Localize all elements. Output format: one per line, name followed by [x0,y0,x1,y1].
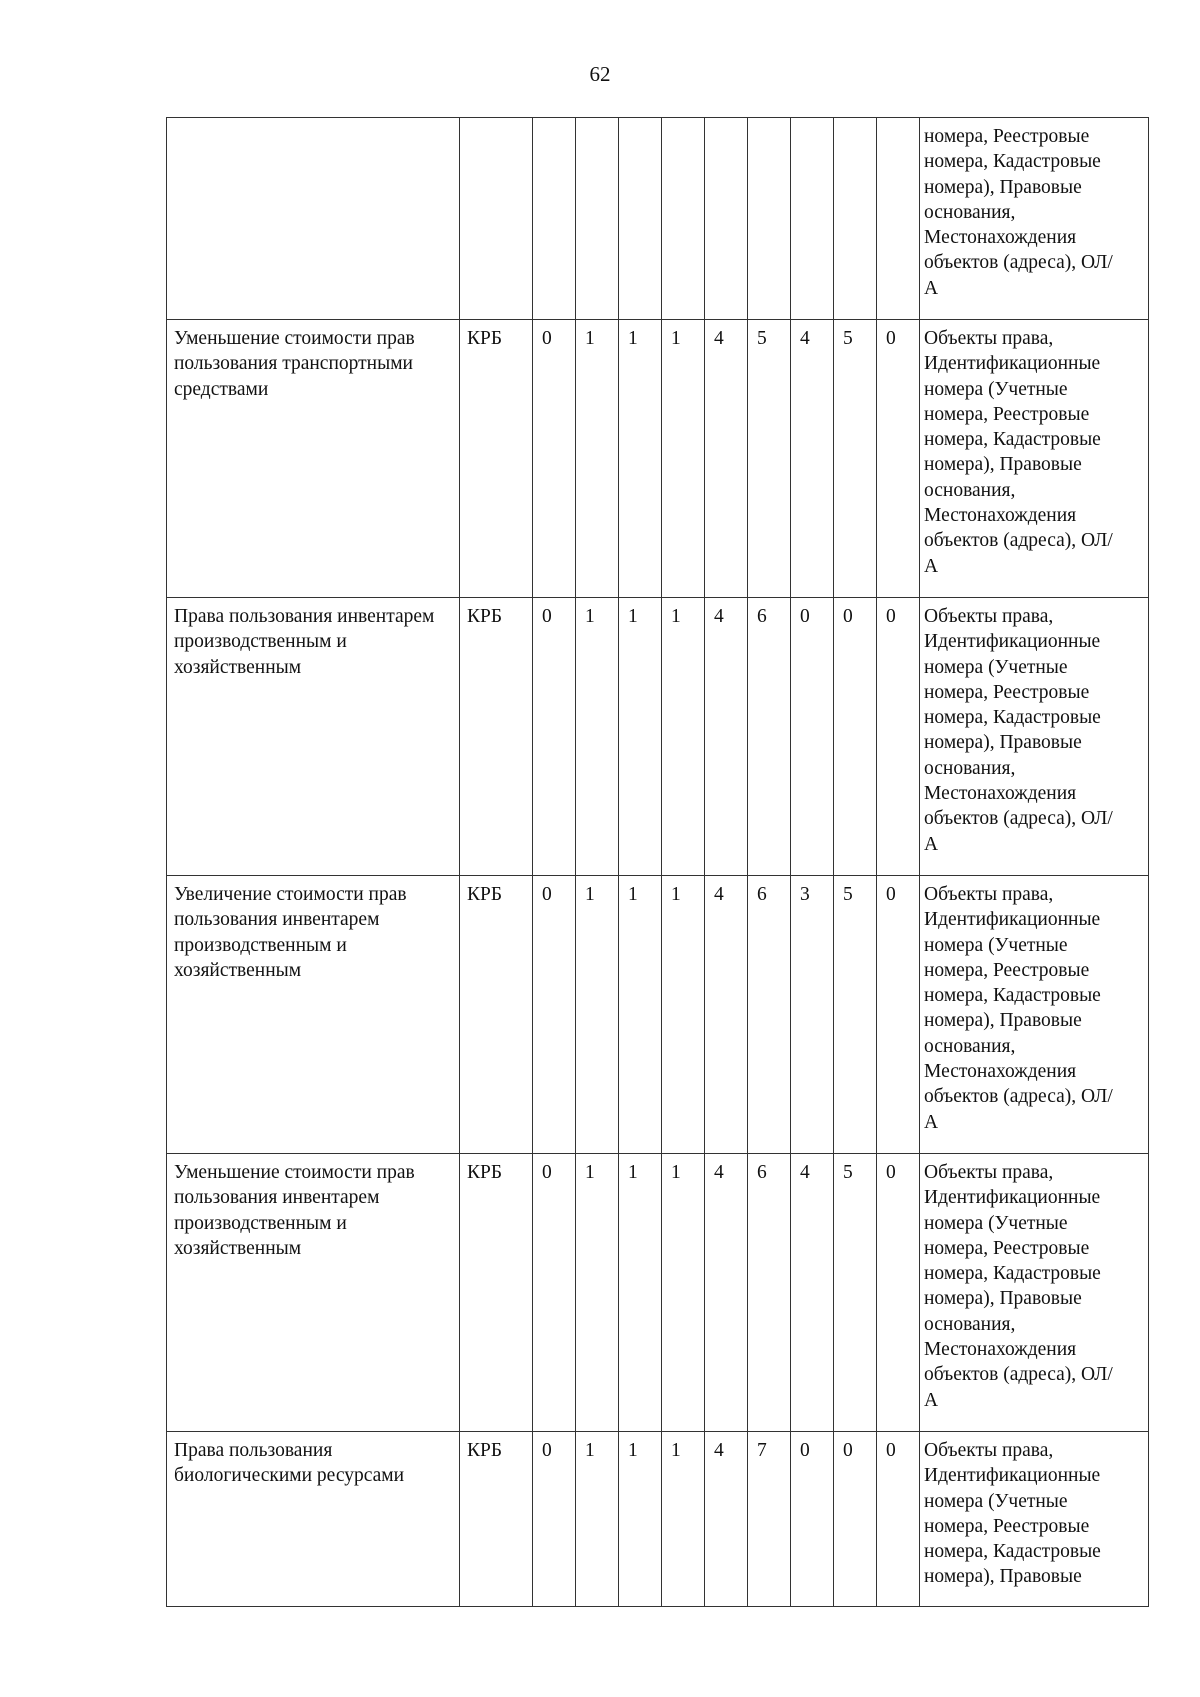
code-digit-cell: 1 [662,598,705,876]
code-digit-cell: 1 [576,1154,619,1432]
page-number: 62 [589,62,611,86]
code-digit-cell: 0 [533,1432,576,1607]
code-digit-cell: 6 [748,1154,791,1432]
item-name-cell: Уменьшение стоимости прав пользования инвентарем производственным и хозяйственным [167,1154,460,1432]
attributes-cell: Объекты права, Идентификационные номера (Учетные номера, Реестровые номера, Кадастровые номера), Правовые основания, Местонахождения объектов (адреса), ОЛ/ А [920,876,1149,1154]
code-digit-cell [834,118,877,320]
code-digit-cell: 0 [791,598,834,876]
budget-code-cell: КРБ [460,598,533,876]
code-digit-cell: 0 [877,876,920,1154]
code-digit-cell: 1 [619,1432,662,1607]
code-digit-cell: 0 [834,1432,877,1607]
code-digit-cell: 1 [619,320,662,598]
code-digit-cell: 1 [619,876,662,1154]
code-digit-cell: 4 [705,320,748,598]
code-digit-cell: 0 [877,320,920,598]
code-digit-cell [748,118,791,320]
code-digit-cell [662,118,705,320]
budget-code-cell: КРБ [460,1432,533,1607]
budget-code-cell: КРБ [460,320,533,598]
code-digit-cell [533,118,576,320]
code-digit-cell: 4 [705,598,748,876]
code-digit-cell: 3 [791,876,834,1154]
code-digit-cell: 1 [662,1154,705,1432]
code-digit-cell: 5 [834,320,877,598]
attributes-cell: Объекты права, Идентификационные номера (Учетные номера, Реестровые номера, Кадастровые номера), Правовые [920,1432,1149,1607]
code-digit-cell: 5 [834,876,877,1154]
code-digit-cell: 1 [619,598,662,876]
table-row [167,876,1149,1154]
table-row [167,118,1149,320]
budget-code-cell: КРБ [460,1154,533,1432]
code-digit-cell: 1 [662,1432,705,1607]
item-name-cell: Уменьшение стоимости прав пользования транспортными средствами [167,320,460,598]
code-digit-cell: 0 [877,598,920,876]
code-digit-cell: 1 [662,320,705,598]
code-digit-cell [791,118,834,320]
item-name-cell [167,118,460,320]
code-digit-cell: 1 [576,876,619,1154]
code-digit-cell: 0 [791,1432,834,1607]
table-row [167,598,1149,876]
code-digit-cell: 4 [791,1154,834,1432]
code-digit-cell: 0 [533,598,576,876]
code-digit-cell: 1 [619,1154,662,1432]
code-digit-cell: 4 [791,320,834,598]
code-digit-cell: 5 [748,320,791,598]
table-row [167,1432,1149,1607]
code-digit-cell: 4 [705,876,748,1154]
code-digit-cell: 6 [748,876,791,1154]
code-digit-cell [877,118,920,320]
budget-code-cell [460,118,533,320]
code-digit-cell: 4 [705,1154,748,1432]
code-digit-cell: 4 [705,1432,748,1607]
code-digit-cell: 0 [533,320,576,598]
attributes-cell: Объекты права, Идентификационные номера (Учетные номера, Реестровые номера, Кадастровые номера), Правовые основания, Местонахождения объектов (адреса), ОЛ/ А [920,1154,1149,1432]
item-name-cell: Права пользования инвентарем производственным и хозяйственным [167,598,460,876]
table-row [167,1154,1149,1432]
code-digit-cell: 0 [533,1154,576,1432]
code-digit-cell: 0 [877,1154,920,1432]
code-digit-cell: 5 [834,1154,877,1432]
code-digit-cell: 0 [834,598,877,876]
item-name-cell: Права пользования биологическими ресурсами [167,1432,460,1607]
code-digit-cell: 1 [662,876,705,1154]
code-digit-cell: 0 [533,876,576,1154]
attributes-cell: Объекты права, Идентификационные номера (Учетные номера, Реестровые номера, Кадастровые номера), Правовые основания, Местонахождения объектов (адреса), ОЛ/ А [920,320,1149,598]
code-digit-cell: 7 [748,1432,791,1607]
code-digit-cell [619,118,662,320]
code-digit-cell: 1 [576,598,619,876]
table-row [167,320,1149,598]
attributes-cell: Объекты права, Идентификационные номера (Учетные номера, Реестровые номера, Кадастровые номера), Правовые основания, Местонахождения объектов (адреса), ОЛ/ А [920,598,1149,876]
code-digit-cell: 1 [576,320,619,598]
code-digit-cell: 0 [877,1432,920,1607]
attributes-cell: номера, Реестровые номера, Кадастровые номера), Правовые основания, Местонахождения объектов (адреса), ОЛ/ А [920,118,1149,320]
item-name-cell: Увеличение стоимости прав пользования инвентарем производственным и хозяйственным [167,876,460,1154]
code-digit-cell: 1 [576,1432,619,1607]
code-digit-cell [705,118,748,320]
budget-code-cell: КРБ [460,876,533,1154]
classification-table [166,117,1149,1607]
code-digit-cell [576,118,619,320]
code-digit-cell: 6 [748,598,791,876]
